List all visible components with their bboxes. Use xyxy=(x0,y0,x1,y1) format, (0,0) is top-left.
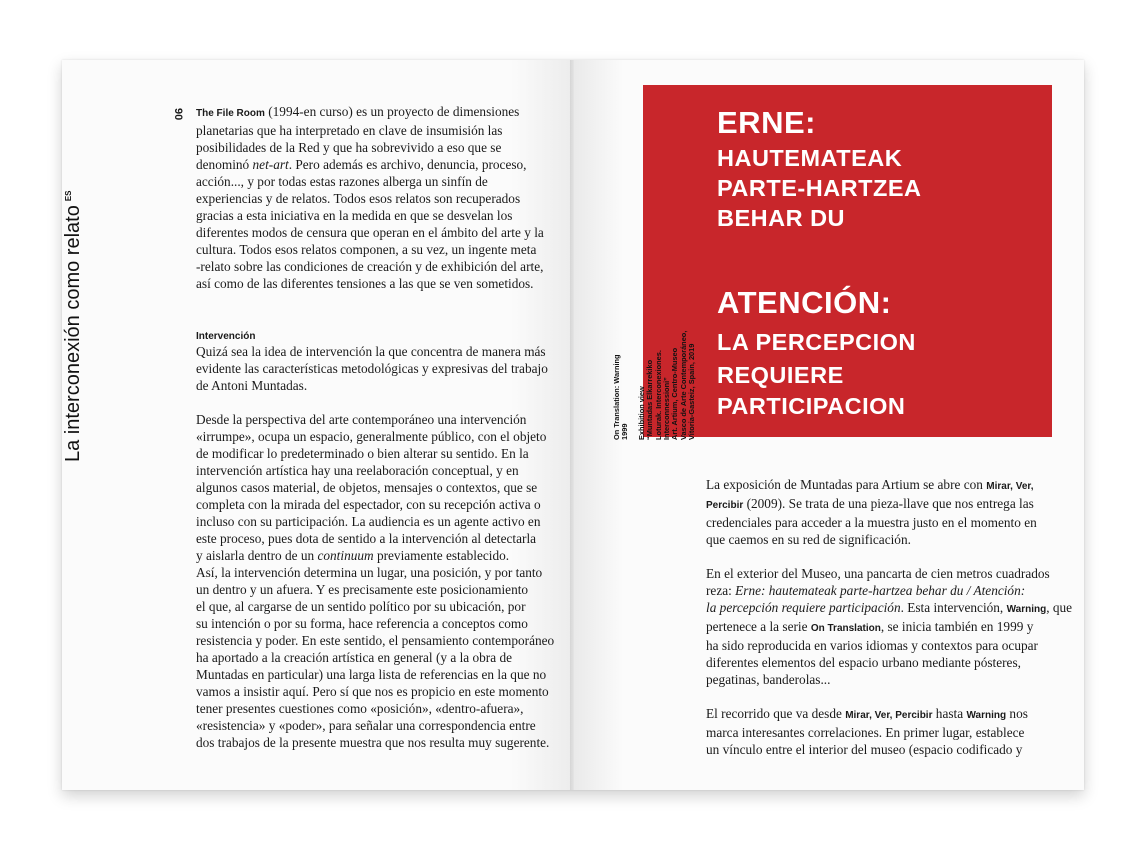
text-line: Así, la intervención determina un lugar, una posición, y por tanto xyxy=(196,565,543,580)
text-line xyxy=(706,476,1078,495)
text-line: diferentes elementos del espacio urbano mediante pósteres, xyxy=(706,655,1021,670)
left-body-text xyxy=(196,103,566,751)
caption-year: 1999 xyxy=(620,423,630,440)
poster-basque-title: ERNE: xyxy=(717,105,816,140)
text-line: algunos casos material, de objetos, mensajes o contextos, que se xyxy=(196,480,538,495)
poster-spanish-line: LA PERCEPCION xyxy=(717,329,916,355)
image-caption xyxy=(613,330,697,440)
poster-basque-line: PARTE-HARTZEA xyxy=(717,175,922,201)
caption-title: On Translation: Warning xyxy=(612,354,621,440)
text-line xyxy=(706,599,1078,618)
caption-line: Art. Artium, Centro-Museo xyxy=(670,347,680,440)
text-line: (1994-en curso) es un proyecto de dimensiones xyxy=(264,104,520,119)
text-span: denominó xyxy=(196,157,253,172)
text-line: planetarias que ha interpretado en clave de insumisión las xyxy=(196,123,503,138)
text-line: dos trabajos de la presente muestra que nos resulta muy sugerente. xyxy=(196,735,550,750)
caption-line: Loturak. Interconexiones. xyxy=(653,350,663,440)
running-title-text: La interconexión como relato xyxy=(62,205,84,462)
poster-spanish-title: ATENCIÓN: xyxy=(717,285,892,320)
text-line: evidente las características metodológicas y expresivas del trabajo xyxy=(196,361,548,376)
text-line: Quizá sea la idea de intervención la que concentra de manera más xyxy=(196,344,546,359)
red-poster-image xyxy=(643,85,1052,437)
work-title: On Translation xyxy=(810,623,881,634)
text-line: este proceso, pues dota de sentido a la intervención al detectarla xyxy=(196,531,537,546)
text-span: hasta xyxy=(932,706,967,721)
text-span: (2009). Se trata de una pieza-llave que nos entrega las xyxy=(743,496,1034,511)
text-line: En el exterior del Museo, una pancarta de cien metros cuadrados xyxy=(706,566,1050,581)
text-line: resistencia y poder. En este sentido, el pensamiento contemporáneo xyxy=(196,633,555,648)
text-line: gracias a esta iniciativa en la medida en que se desvelan los xyxy=(196,208,513,223)
caption-line: Interconnessioni” xyxy=(662,377,672,440)
text-line: -relato sobre las condiciones de creación y de exhibición del arte, xyxy=(196,259,544,274)
caption-line: “Muntadas Elkarrekiko xyxy=(645,359,655,440)
caption-line: Vasco de Arte Contemporáneo, xyxy=(678,330,688,440)
text-line: experiencias y de relatos. Todos esos relatos son recuperados xyxy=(196,191,521,206)
work-title: Mirar, Ver, xyxy=(986,481,1034,492)
running-title xyxy=(62,60,85,462)
text-span: . Esta intervención, xyxy=(900,600,1007,615)
text-line: cultura. Todos esos relatos componen, a su vez, un ingente meta xyxy=(196,242,537,257)
text-line: incluso con su participación. La audiencia es un agente activo en xyxy=(196,514,541,529)
text-line xyxy=(196,156,566,173)
text-line: así como de las diferentes tensiones a las que se ven sometidos. xyxy=(196,276,534,291)
poster-basque-line: HAUTEMATEAK xyxy=(717,145,903,171)
text-span: , que xyxy=(1046,600,1073,615)
work-title: The File Room xyxy=(196,108,265,119)
text-span: , se inicia también en 1999 y xyxy=(880,619,1034,634)
text-span: previamente establecido. xyxy=(373,548,510,563)
language-tag: ES xyxy=(64,190,74,202)
work-title: Mirar, Ver, Percibir xyxy=(845,710,933,721)
text-line xyxy=(706,705,1078,724)
text-line: de modificar lo predeterminado o bien alterar su sentido. En la xyxy=(196,446,529,461)
poster-spanish-line: REQUIERE xyxy=(717,362,844,388)
text-line xyxy=(196,547,566,564)
work-title: Warning xyxy=(966,710,1007,721)
text-line xyxy=(706,495,1078,514)
work-title: Percibir xyxy=(706,500,744,511)
text-span: nos xyxy=(1006,706,1028,721)
text-span: reza: xyxy=(706,583,736,598)
italic-term: continuum xyxy=(317,548,374,563)
text-line: Muntadas en particular) una larga lista de referencias en la que no xyxy=(196,667,547,682)
italic-term: net-art xyxy=(252,157,289,172)
text-line: ha sido reproducida en varios idiomas y contextos para ocupar xyxy=(706,638,1038,653)
text-line: que caemos en su red de significación. xyxy=(706,532,911,547)
paragraph-file-room xyxy=(196,103,566,122)
right-body-text xyxy=(706,476,1078,758)
italic-quote: Erne: hautemateak parte-hartzea behar du / Atención: xyxy=(735,583,1026,598)
text-span: El recorrido que va desde xyxy=(706,706,846,721)
book-gutter xyxy=(570,60,574,790)
text-line xyxy=(706,618,1078,637)
text-line: completa con la mirada del espectador, con su recepción activa o xyxy=(196,497,541,512)
text-span: . Pero además es archivo, denuncia, proceso, xyxy=(288,157,527,172)
text-line: «irrumpe», ocupa un espacio, generalmente público, con el objeto xyxy=(196,429,547,444)
text-line: de Antoni Muntadas. xyxy=(196,378,308,393)
text-span: y aislarla dentro de un xyxy=(196,548,318,563)
text-line xyxy=(706,582,1078,599)
caption-line: Exhibition view xyxy=(636,386,646,440)
text-line: un dentro y un afuera. Y es precisamente este posicionamiento xyxy=(196,582,529,597)
caption-line: Vitoria-Gasteiz, Spain, 2019 xyxy=(687,343,697,440)
text-line: diferentes modos de censura que operan en el ámbito del arte y la xyxy=(196,225,544,240)
text-line: acción..., y por todas estas razones alberga un sinfín de xyxy=(196,174,488,189)
text-line: un vínculo entre el interior del museo (espacio codificado y xyxy=(706,742,1023,757)
poster-basque-line: BEHAR DU xyxy=(717,205,846,231)
left-page xyxy=(62,60,572,790)
work-title: Warning xyxy=(1006,604,1047,615)
section-heading: Intervención xyxy=(196,331,256,342)
poster-spanish-line: PARTICIPACION xyxy=(717,393,906,419)
italic-quote: la percepción requiere participación xyxy=(706,600,901,615)
text-line: Desde la perspectiva del arte contemporáneo una intervención xyxy=(196,412,527,427)
text-span: La exposición de Muntadas para Artium se abre con xyxy=(706,477,987,492)
text-line: intervención artística hay una reelaboración conceptual, y en xyxy=(196,463,519,478)
text-line: tener presentes cuestiones como «posición», «dentro-afuera», xyxy=(196,701,524,716)
text-line: marca interesantes correlaciones. En primer lugar, establece xyxy=(706,725,1025,740)
text-line: pegatinas, banderolas... xyxy=(706,672,831,687)
text-line: su intención o por su forma, hace referencia a conceptos como xyxy=(196,616,528,631)
text-line: vamos a insistir aquí. Pero sí que nos es propicio en este momento xyxy=(196,684,549,699)
text-line: posibilidades de la Red y que ha sobrevivido a eso que se xyxy=(196,140,502,155)
text-line: el que, al cargarse de un sentido político por su ubicación, por xyxy=(196,599,526,614)
text-line: credenciales para acceder a la muestra justo en el momento en xyxy=(706,515,1037,530)
text-line: «resistencia» y «poder», para señalar una correspondencia entre xyxy=(196,718,536,733)
text-span: pertenece a la serie xyxy=(706,619,811,634)
page-number-left: 90 xyxy=(172,108,184,121)
text-line: ha aportado a la creación artística en general (y a la obra de xyxy=(196,650,512,665)
